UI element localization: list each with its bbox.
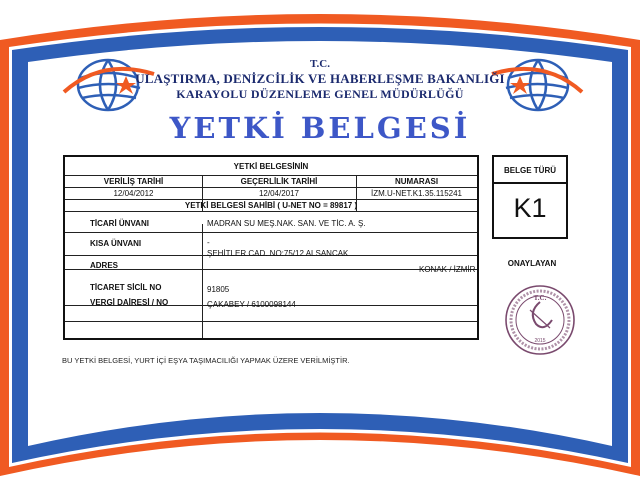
section-title: YETKİ BELGESİNİN (233, 162, 309, 171)
holder-title: YETKİ BELGESİ SAHİBİ ( U-NET NO = 89817 ) (184, 201, 358, 210)
address-line2: KONAK / İZMİR (419, 265, 476, 274)
issue-date-value: 12/04/2012 (113, 189, 154, 198)
directorate-name: KARAYOLU DÜZENLEME GENEL MÜDÜRLÜĞÜ (176, 87, 464, 101)
certificate-type-value: K1 (513, 193, 547, 223)
certificate-type-label: BELGE TÜRÜ (504, 166, 556, 175)
country-abbreviation: T.C. (310, 58, 330, 70)
short-name-value: - (207, 238, 210, 247)
official-stamp-icon (500, 280, 580, 360)
registry-label: TİCARET SİCİL NO (90, 283, 162, 292)
short-name-label: KISA ÜNVANI (90, 239, 142, 248)
certificate-type-value-box (492, 184, 568, 239)
svg-text:2015: 2015 (534, 338, 546, 344)
address-line1: ŞEHİTLER CAD. NO:75/12 ALSANCAK (207, 249, 349, 258)
certificate-type-box (492, 155, 568, 184)
trade-name-label: TİCARİ ÜNVANI (90, 219, 149, 228)
tax-label: VERGİ DAİRESİ / NO (90, 298, 169, 307)
footer-note: BU YETKİ BELGESİ, YURT İÇİ EŞYA TAŞIMACILIĞI YAPMAK ÜZERE VERİLMİŞTİR. (62, 356, 350, 365)
approval-label: ONAYLAYAN (507, 259, 557, 268)
trade-name-value: MADRAN SU MEŞ.NAK. SAN. VE TİC. A. Ş. (207, 219, 366, 228)
certificate-table (63, 155, 479, 340)
registry-value: 91805 (207, 285, 230, 294)
ministry-name: ULAŞTIRMA, DENİZCİLİK VE HABERLEŞME BAKANLIĞI (135, 71, 505, 86)
column-header-issue-date: VERİLİŞ TARİHİ (103, 177, 164, 186)
address-label: ADRES (90, 261, 119, 270)
certificate-number-value: İZM.U-NET.K1.35.115241 (370, 189, 462, 198)
document-title: YETKİ BELGESİ (169, 111, 471, 145)
validity-date-value: 12/04/2017 (258, 189, 300, 198)
svg-text:T.C.: T.C. (533, 294, 547, 302)
tax-value: ÇAKABEY / 6100098144 (207, 300, 296, 309)
column-header-number: NUMARASI (394, 177, 439, 186)
column-header-validity-date: GEÇERLİLİK TARİHİ (240, 177, 318, 186)
